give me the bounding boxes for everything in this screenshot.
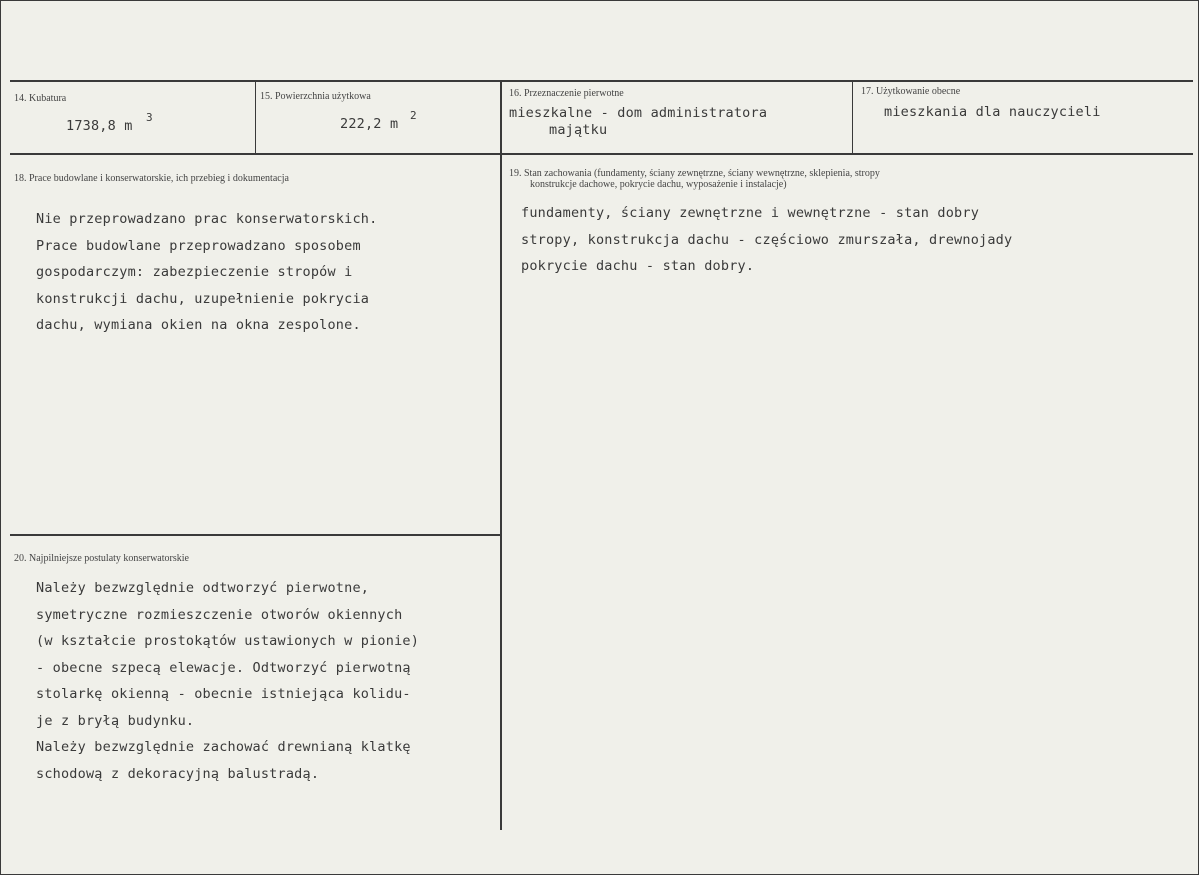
field-19-label-line2: konstrukcje dachowe, pokrycie dachu, wyposażenie i instalacje)	[530, 179, 787, 190]
divider-main-vertical	[500, 80, 502, 830]
field-16-label: 16. Przeznaczenie pierwotne	[509, 88, 624, 99]
field-20-text: Należy bezwzględnie odtworzyć pierwotne, symetryczne rozmieszczenie otworów okiennych (w kształcie prostokątów ustawionych w pionie) - obecne szpecą elewacje. Odtworzyć pierwotną stolarkę okienną - obecnie istniejąca kolidu- je z bryłą budynku. Należy bezwzględnie zachować drewnianą klatkę schodową z dekoracyjną balustradą.	[36, 580, 420, 782]
field-14-label: 14. Kubatura	[14, 93, 67, 104]
field-16-value-line2: majątku	[549, 122, 608, 138]
field-20-label: 20. Najpilniejsze postulaty konserwatorskie	[14, 553, 189, 564]
field-14-value: 1738,8 m	[66, 118, 133, 134]
top-rule	[10, 80, 1193, 82]
row-18-20-rule	[10, 534, 500, 536]
field-15-label: 15. Powierzchnia użytkowa	[260, 91, 371, 102]
field-15-unit-sup: 2	[410, 109, 417, 122]
field-18-label: 18. Prace budowlane i konserwatorskie, ich przebieg i dokumentacja	[14, 173, 289, 184]
divider-14-15	[255, 82, 256, 154]
divider-16-17	[852, 80, 853, 154]
field-16-value-line1: mieszkalne - dom administratora	[509, 105, 768, 121]
field-19-label-line1: 19. Stan zachowania (fundamenty, ściany zewnętrzne, ściany wewnętrzne, sklepienia, stropy	[509, 168, 880, 179]
row1-bottom-rule	[10, 153, 1193, 155]
field-14-unit-sup: 3	[146, 111, 153, 124]
field-17-label: 17. Użytkowanie obecne	[861, 86, 961, 97]
field-17-value: mieszkania dla nauczycieli	[884, 104, 1101, 120]
field-19-text: fundamenty, ściany zewnętrzne i wewnętrzne - stan dobry stropy, konstrukcja dachu - częściowo zmurszała, drewnojady pokrycie dachu - stan dobry.	[521, 205, 1013, 274]
field-18-text: Nie przeprowadzano prac konserwatorskich. Prace budowlane przeprowadzano sposobem gospodarczym: zabezpieczenie stropów i konstrukcji dachu, uzupełnienie pokrycia dachu, wymiana okien na okna zespolone.	[36, 211, 378, 333]
field-15-value: 222,2 m	[340, 116, 399, 132]
